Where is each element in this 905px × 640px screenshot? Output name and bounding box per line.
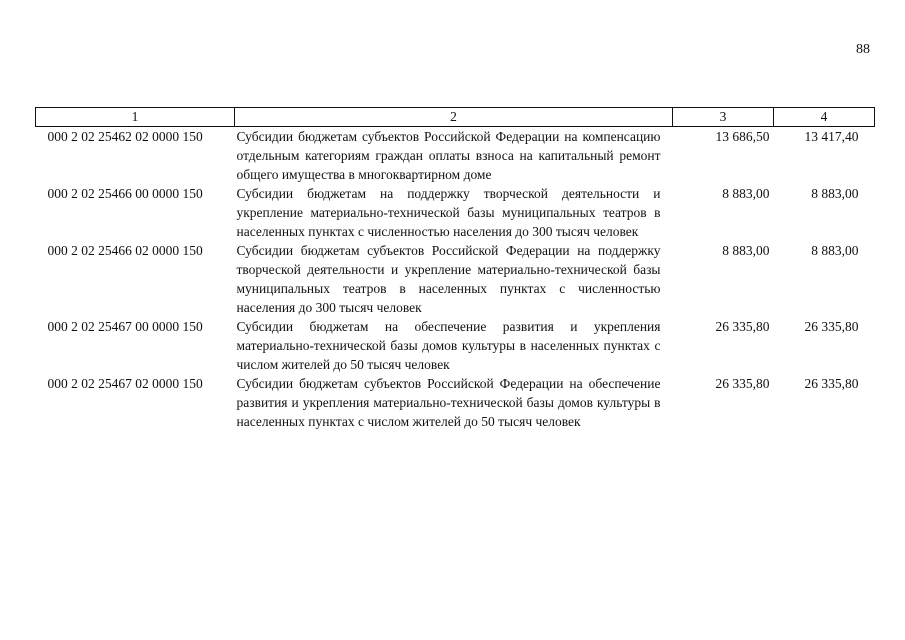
budget-code: 000 2 02 25462 02 0000 150 [47,129,203,144]
budget-description: Субсидии бюджетам на обеспечение развития и укрепления материально-технической базы домов культуры в населенных пунктах с числом жителей до 50 тысяч человек [236,319,661,372]
table-row [36,317,875,374]
table-row [36,374,875,431]
budget-table [35,107,875,431]
header-row [36,108,875,127]
budget-description: Субсидии бюджетам субъектов Российской Федерации на поддержку творческой деятельности и укрепление материально-технической базы муниципальных театров в населенных пунктах с численностью населения до 300 тысяч человек [236,243,661,315]
amount-col-4: 8 883,00 [811,243,859,258]
header-col-3: 3 [673,108,774,127]
amount-col-3: 8 883,00 [722,243,770,258]
table-row [36,127,875,185]
header-col-1: 1 [36,108,235,127]
table-row [36,241,875,317]
amount-col-3: 26 335,80 [715,319,770,334]
amount-col-3: 26 335,80 [715,376,770,391]
budget-description: Субсидии бюджетам субъектов Российской Федерации на обеспечение развития и укрепления материально-технической базы домов культуры в населенных пунктах с числом жителей до 50 тысяч человек [236,376,661,429]
amount-col-4: 8 883,00 [811,186,859,201]
page-number: 88 [856,42,870,57]
amount-col-3: 8 883,00 [722,186,770,201]
header-col-2: 2 [235,108,673,127]
header-col-4: 4 [774,108,875,127]
budget-code: 000 2 02 25466 00 0000 150 [47,186,203,201]
table-body [36,127,875,432]
budget-code: 000 2 02 25466 02 0000 150 [47,243,203,258]
table-row [36,184,875,241]
amount-col-3: 13 686,50 [715,129,770,144]
amount-col-4: 26 335,80 [804,376,859,391]
table-header [36,108,875,127]
amount-col-4: 26 335,80 [804,319,859,334]
amount-col-4: 13 417,40 [804,129,859,144]
budget-code: 000 2 02 25467 02 0000 150 [47,376,203,391]
budget-code: 000 2 02 25467 00 0000 150 [47,319,203,334]
budget-description: Субсидии бюджетам на поддержку творческой деятельности и укрепление материально-технической базы муниципальных театров в населенных пунктах с численностью населения до 300 тысяч человек [236,186,661,239]
budget-description: Субсидии бюджетам субъектов Российской Федерации на компенсацию отдельным категориям граждан оплаты взноса на капитальный ремонт общего имущества в многоквартирном доме [236,129,661,182]
